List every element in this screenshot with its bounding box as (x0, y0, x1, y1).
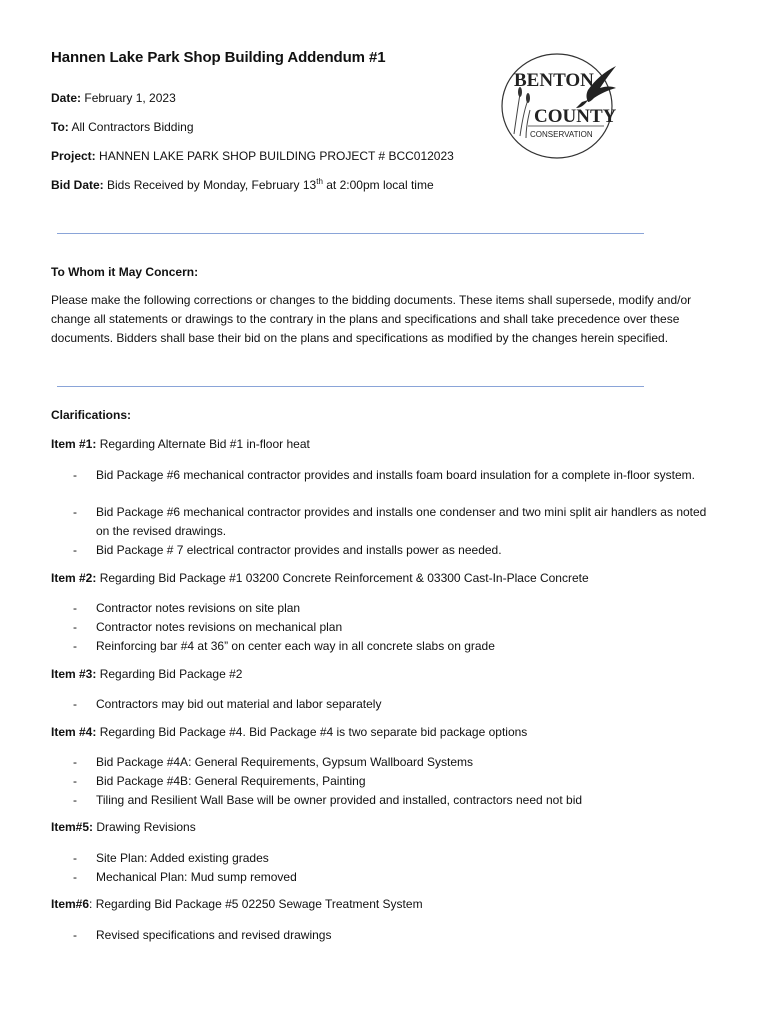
logo-emblem (500, 50, 618, 160)
clarifications-heading: Clarifications: (51, 408, 132, 422)
item-2-heading (51, 571, 589, 585)
bullet-text: Site Plan: Added existing grades (96, 851, 269, 865)
project-line (51, 149, 454, 163)
item-6-text: : Regarding Bid Package #5 02250 Sewage Treatment System (89, 897, 423, 911)
list-item (73, 599, 713, 618)
item-5-heading (51, 820, 196, 834)
list-item (73, 849, 713, 868)
bid-date-label: Bid Date: (51, 178, 104, 192)
to-line (51, 120, 194, 134)
bullet-dash: - (73, 870, 77, 884)
salutation: To Whom it May Concern: (51, 265, 199, 279)
list-item (73, 791, 713, 810)
bullet-text: Revised specifications and revised drawings (96, 928, 332, 942)
list-item (73, 695, 713, 714)
item-1-heading (51, 437, 310, 451)
list-item (73, 868, 713, 887)
bullet-text: Bid Package # 7 electrical contractor provides and installs power as needed. (96, 543, 502, 557)
date-label: Date: (51, 91, 82, 105)
project-value: HANNEN LAKE PARK SHOP BUILDING PROJECT # BCC012023 (99, 149, 454, 163)
bullet-dash: - (73, 697, 77, 711)
page-title: Hannen Lake Park Shop Building Addendum #1 (51, 49, 386, 66)
item-4-label: Item #4: (51, 725, 97, 739)
list-item (73, 637, 713, 656)
bullet-text: Contractor notes revisions on mechanical plan (96, 620, 343, 634)
item-3-label: Item #3: (51, 667, 97, 681)
bullet-dash: - (73, 755, 77, 769)
item-6-label: Item#6 (51, 897, 90, 911)
intro-paragraph: Please make the following corrections or changes to the bidding documents. These items shall supersede, modify and/or change all statements or drawings to the contrary in the plans and specifications and shall take precedence over these documents. Bidders shall base their bid on the plans and specifications as modified by the changes herein specified. (51, 293, 692, 345)
divider (57, 386, 644, 387)
bullet-dash: - (73, 774, 77, 788)
bid-date-line (51, 178, 434, 192)
item-3-heading (51, 667, 242, 681)
benton-county-conservation-logo (500, 50, 618, 160)
bullet-dash: - (73, 468, 77, 482)
bullet-dash: - (73, 793, 77, 807)
item-2-text: Regarding Bid Package #1 03200 Concrete Reinforcement & 03300 Cast-In-Place Concrete (96, 571, 589, 585)
bullet-dash: - (73, 928, 77, 942)
list-item (73, 772, 713, 791)
bullet-text: Bid Package #4B: General Requirements, Painting (96, 774, 366, 788)
bullet-text: Contractor notes revisions on site plan (96, 601, 301, 615)
bullet-text: Tiling and Resilient Wall Base will be owner provided and installed, contractors need not bid (96, 793, 583, 807)
bullet-text: Mechanical Plan: Mud sump removed (96, 870, 297, 884)
bullet-dash: - (73, 620, 77, 634)
bid-date-prefix: Bids Received by Monday, February 13 (107, 178, 317, 192)
bullet-text: Reinforcing bar #4 at 36” on center each way in all concrete slabs on grade (96, 639, 495, 653)
item-3-text: Regarding Bid Package #2 (96, 667, 243, 681)
to-value: All Contractors Bidding (71, 120, 194, 134)
item-5-label: Item#5: (51, 820, 94, 834)
bullet-text: Bid Package #6 mechanical contractor provides and installs one condenser and two mini split air handlers as noted on the revised drawings. (96, 505, 707, 538)
logo-line2: COUNTY (534, 106, 617, 127)
logo-line3: CONSERVATION (530, 130, 593, 139)
logo-line1: BENTON (514, 70, 594, 91)
divider (57, 233, 644, 234)
project-label: Project: (51, 149, 96, 163)
item-4-heading (51, 725, 527, 739)
list-item (73, 466, 713, 504)
list-item (73, 926, 713, 945)
bullet-dash: - (73, 543, 77, 557)
item-2-label: Item #2: (51, 571, 97, 585)
item-1-text: Regarding Alternate Bid #1 in-floor heat (96, 437, 310, 451)
bullet-dash: - (73, 601, 77, 615)
to-label: To: (51, 120, 69, 134)
bullet-dash: - (73, 851, 77, 865)
bid-date-sup: th (316, 177, 323, 186)
bullet-text: Contractors may bid out material and labor separately (96, 697, 382, 711)
bullet-dash: - (73, 505, 77, 519)
list-item (73, 618, 713, 637)
bid-date-suffix: at 2:00pm local time (322, 178, 434, 192)
date-line (51, 91, 176, 105)
bullet-text: Bid Package #4A: General Requirements, Gypsum Wallboard Systems (96, 755, 474, 769)
list-item (73, 541, 713, 560)
bullet-text: Bid Package #6 mechanical contractor provides and installs foam board insulation for a complete in-floor system. (96, 468, 695, 482)
item-1-label: Item #1: (51, 437, 97, 451)
bullet-dash: - (73, 639, 77, 653)
list-item (73, 753, 713, 772)
list-item (73, 503, 713, 541)
item-6-heading (51, 897, 423, 911)
item-4-text: Regarding Bid Package #4. Bid Package #4 is two separate bid package options (96, 725, 528, 739)
item-5-text: Drawing Revisions (93, 820, 196, 834)
date-value: February 1, 2023 (84, 91, 176, 105)
